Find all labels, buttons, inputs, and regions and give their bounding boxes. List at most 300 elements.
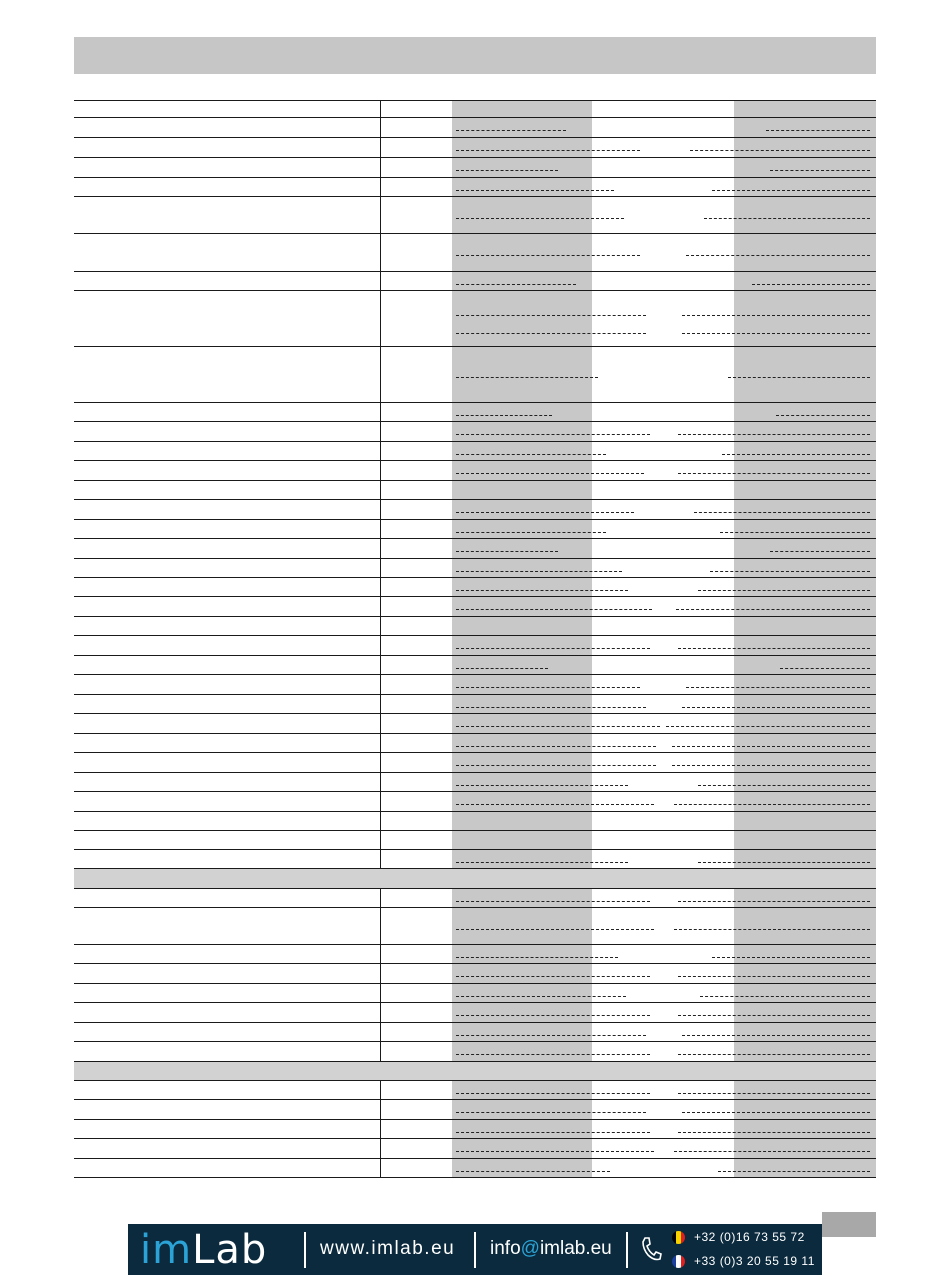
row-unit-cell [380, 197, 453, 233]
row-label-cell [74, 559, 380, 577]
value-column-1-cell [452, 101, 592, 117]
row-unit-cell [380, 695, 453, 713]
value-column-3-cell [734, 773, 876, 791]
france-flag-icon [672, 1255, 685, 1268]
value-column-2-cell [592, 138, 734, 157]
value-column-1-cell [452, 138, 592, 157]
dotted-leader-right [776, 415, 870, 416]
dotted-leader-right [682, 1112, 870, 1113]
value-column-3-cell [734, 442, 876, 460]
row-unit-cell [380, 158, 453, 177]
row-unit-cell [380, 559, 453, 577]
row-unit-cell [380, 272, 453, 290]
dotted-leader-left [456, 590, 628, 591]
row-label-cell [74, 442, 380, 460]
phone-france[interactable]: +33 (0)3 20 55 19 11 [694, 1254, 815, 1268]
dotted-leader-left [456, 434, 650, 435]
table-row [74, 695, 876, 714]
dotted-leader-right [674, 804, 870, 805]
value-column-3-cell [734, 481, 876, 499]
dotted-leader-right [678, 648, 870, 649]
row-label-cell [74, 1003, 380, 1022]
value-column-2-cell [592, 461, 734, 480]
dotted-leader-right [718, 1171, 870, 1172]
value-column-1-cell [452, 422, 592, 441]
row-unit-cell [380, 636, 453, 655]
row-unit-cell [380, 792, 453, 811]
dotted-leader-right [710, 571, 870, 572]
value-column-1-cell [452, 773, 592, 791]
value-column-1-cell [452, 1042, 592, 1061]
value-column-1-cell [452, 158, 592, 177]
row-label-cell [74, 812, 380, 830]
dotted-leader-left [456, 218, 624, 219]
value-column-2-cell [592, 101, 734, 117]
row-label-cell [74, 850, 380, 868]
value-column-2-cell [592, 792, 734, 811]
value-column-1-cell [452, 1003, 592, 1022]
value-column-1-cell [452, 984, 592, 1002]
value-column-3-cell [734, 850, 876, 868]
table-row [74, 831, 876, 850]
value-column-3-cell [734, 422, 876, 441]
value-column-2-cell [592, 695, 734, 713]
value-column-3-cell [734, 908, 876, 944]
dotted-leader-right [770, 551, 870, 552]
table-row [74, 578, 876, 597]
value-column-2-cell [592, 197, 734, 233]
dotted-leader-right [674, 1151, 870, 1152]
email-link[interactable]: info@imlab.eu [490, 1238, 612, 1259]
table-row [74, 197, 876, 234]
row-label-cell [74, 158, 380, 177]
dotted-leader-left [456, 929, 654, 930]
value-column-2-cell [592, 1081, 734, 1099]
dotted-leader-left [456, 150, 640, 151]
row-unit-cell [380, 812, 453, 830]
value-column-2-cell [592, 831, 734, 849]
value-column-1-cell [452, 812, 592, 830]
table-row [74, 138, 876, 158]
separator [626, 1232, 628, 1268]
value-column-2-cell [592, 636, 734, 655]
table-row [74, 675, 876, 695]
separator [304, 1232, 306, 1268]
value-column-1-cell [452, 347, 592, 402]
value-column-3-cell [734, 461, 876, 480]
value-column-2-cell [592, 272, 734, 290]
table-row [74, 100, 876, 118]
value-column-3-cell [734, 945, 876, 963]
value-column-1-cell [452, 850, 592, 868]
value-column-1-cell [452, 197, 592, 233]
value-column-3-cell [734, 403, 876, 421]
row-label-cell [74, 1081, 380, 1099]
table-row [74, 442, 876, 461]
section-header-row [74, 869, 876, 889]
belgium-flag-icon [672, 1231, 685, 1244]
row-unit-cell [380, 831, 453, 849]
row-label-cell [74, 234, 380, 271]
dotted-leader-left [456, 1151, 654, 1152]
row-unit-cell [380, 422, 453, 441]
value-column-3-cell [734, 291, 876, 346]
table-row [74, 1139, 876, 1159]
dotted-leader-left [456, 333, 646, 334]
value-column-3-cell [734, 597, 876, 616]
value-column-1-cell [452, 442, 592, 460]
row-label-cell [74, 481, 380, 499]
value-column-2-cell [592, 234, 734, 271]
row-label-cell [74, 617, 380, 635]
dotted-leader-right [712, 190, 870, 191]
value-column-2-cell [592, 908, 734, 944]
value-column-3-cell [734, 1081, 876, 1099]
dotted-leader-right [678, 901, 870, 902]
value-column-3-cell [734, 656, 876, 674]
row-unit-cell [380, 1139, 453, 1158]
value-column-2-cell [592, 539, 734, 558]
value-column-3-cell [734, 964, 876, 983]
value-column-3-cell [734, 234, 876, 271]
dotted-leader-right [672, 765, 870, 766]
table-row [74, 714, 876, 734]
value-column-1-cell [452, 617, 592, 635]
table-row [74, 636, 876, 656]
value-column-2-cell [592, 578, 734, 596]
dotted-leader-left [456, 130, 566, 131]
row-unit-cell [380, 461, 453, 480]
value-column-1-cell [452, 539, 592, 558]
value-column-3-cell [734, 578, 876, 596]
row-label-cell [74, 945, 380, 963]
value-column-3-cell [734, 539, 876, 558]
value-column-1-cell [452, 908, 592, 944]
dotted-leader-left [456, 170, 558, 171]
dotted-leader-left [456, 1112, 646, 1113]
value-column-2-cell [592, 850, 734, 868]
row-unit-cell [380, 850, 453, 868]
value-column-3-cell [734, 178, 876, 196]
row-unit-cell [380, 1081, 453, 1099]
dotted-leader-left [456, 1093, 650, 1094]
row-unit-cell [380, 101, 453, 117]
value-column-3-cell [734, 101, 876, 117]
row-unit-cell [380, 500, 453, 519]
table-row [74, 889, 876, 908]
value-column-3-cell [734, 695, 876, 713]
value-column-3-cell [734, 1042, 876, 1061]
row-label-cell [74, 461, 380, 480]
value-column-1-cell [452, 597, 592, 616]
row-label-cell [74, 753, 380, 772]
value-column-1-cell [452, 714, 592, 733]
value-column-1-cell [452, 291, 592, 346]
table-row [74, 1003, 876, 1023]
row-label-cell [74, 695, 380, 713]
row-unit-cell [380, 984, 453, 1002]
row-label-cell [74, 500, 380, 519]
row-label-cell [74, 1139, 380, 1158]
dotted-leader-right [676, 609, 870, 610]
table-row [74, 850, 876, 869]
row-label-cell [74, 291, 380, 346]
row-label-cell [74, 101, 380, 117]
value-column-3-cell [734, 753, 876, 772]
dotted-leader-left [456, 454, 606, 455]
row-unit-cell [380, 656, 453, 674]
dotted-leader-right [694, 512, 870, 513]
value-column-1-cell [452, 500, 592, 519]
value-column-3-cell [734, 714, 876, 733]
dotted-leader-right [752, 284, 870, 285]
row-label-cell [74, 138, 380, 157]
value-column-3-cell [734, 158, 876, 177]
value-column-2-cell [592, 656, 734, 674]
dotted-leader-left [456, 1132, 650, 1133]
value-column-2-cell [592, 178, 734, 196]
dotted-leader-right [678, 976, 870, 977]
dotted-leader-left [456, 668, 548, 669]
row-label-cell [74, 118, 380, 137]
row-label-cell [74, 403, 380, 421]
value-column-2-cell [592, 403, 734, 421]
header-bar [74, 37, 876, 74]
row-unit-cell [380, 1100, 453, 1119]
table-row [74, 753, 876, 773]
value-column-2-cell [592, 984, 734, 1002]
row-unit-cell [380, 773, 453, 791]
value-column-1-cell [452, 520, 592, 538]
row-unit-cell [380, 734, 453, 752]
value-column-1-cell [452, 481, 592, 499]
value-column-2-cell [592, 812, 734, 830]
table-row [74, 773, 876, 792]
dotted-leader-left [456, 996, 626, 997]
value-column-3-cell [734, 1100, 876, 1119]
value-column-2-cell [592, 1120, 734, 1138]
dotted-leader-left [456, 976, 650, 977]
value-column-2-cell [592, 1159, 734, 1177]
value-column-3-cell [734, 675, 876, 694]
row-unit-cell [380, 714, 453, 733]
value-column-2-cell [592, 422, 734, 441]
spec-table [74, 100, 876, 1178]
value-column-2-cell [592, 500, 734, 519]
dotted-leader-right [780, 668, 870, 669]
row-label-cell [74, 422, 380, 441]
dotted-leader-right [690, 150, 870, 151]
value-column-1-cell [452, 675, 592, 694]
imlab-footer-banner [128, 1224, 822, 1275]
dotted-leader-right [678, 1132, 870, 1133]
value-column-3-cell [734, 889, 876, 907]
value-column-3-cell [734, 734, 876, 752]
value-column-1-cell [452, 272, 592, 290]
table-row [74, 964, 876, 984]
dotted-leader-left [456, 1035, 646, 1036]
row-unit-cell [380, 1120, 453, 1138]
dotted-leader-left [456, 901, 650, 902]
row-label-cell [74, 578, 380, 596]
row-unit-cell [380, 578, 453, 596]
dotted-leader-left [456, 785, 628, 786]
table-row [74, 272, 876, 291]
dotted-leader-right [682, 1035, 870, 1036]
row-label-cell [74, 1100, 380, 1119]
value-column-1-cell [452, 118, 592, 137]
table-row [74, 984, 876, 1003]
dotted-leader-left [456, 571, 622, 572]
dotted-leader-right [700, 996, 870, 997]
dotted-leader-right [686, 255, 870, 256]
table-row [74, 1081, 876, 1100]
value-column-1-cell [452, 656, 592, 674]
dotted-leader-left [456, 1171, 610, 1172]
value-column-3-cell [734, 636, 876, 655]
dotted-leader-right [678, 434, 870, 435]
row-label-cell [74, 636, 380, 655]
row-unit-cell [380, 945, 453, 963]
row-unit-cell [380, 1003, 453, 1022]
table-row [74, 158, 876, 178]
value-column-1-cell [452, 234, 592, 271]
value-column-3-cell [734, 197, 876, 233]
row-unit-cell [380, 597, 453, 616]
row-unit-cell [380, 347, 453, 402]
row-unit-cell [380, 1159, 453, 1177]
row-unit-cell [380, 442, 453, 460]
value-column-2-cell [592, 1042, 734, 1061]
value-column-2-cell [592, 597, 734, 616]
dotted-leader-left [456, 415, 552, 416]
value-column-2-cell [592, 291, 734, 346]
dotted-leader-right [698, 785, 870, 786]
dotted-leader-right [672, 746, 870, 747]
table-row [74, 1023, 876, 1042]
value-column-1-cell [452, 964, 592, 983]
row-label-cell [74, 178, 380, 196]
row-label-cell [74, 1120, 380, 1138]
value-column-3-cell [734, 520, 876, 538]
table-row [74, 520, 876, 539]
value-column-1-cell [452, 403, 592, 421]
dotted-leader-right [704, 218, 870, 219]
row-unit-cell [380, 178, 453, 196]
value-column-1-cell [452, 831, 592, 849]
row-label-cell [74, 272, 380, 290]
dotted-leader-right [682, 333, 870, 334]
value-column-2-cell [592, 675, 734, 694]
row-label-cell [74, 520, 380, 538]
dotted-leader-left [456, 1015, 650, 1016]
dotted-leader-right [698, 862, 870, 863]
value-column-1-cell [452, 461, 592, 480]
table-row [74, 734, 876, 753]
table-row [74, 1042, 876, 1062]
dotted-leader-right [674, 929, 870, 930]
row-label-cell [74, 792, 380, 811]
value-column-2-cell [592, 1100, 734, 1119]
dotted-leader-left [456, 255, 640, 256]
value-column-2-cell [592, 347, 734, 402]
value-column-2-cell [592, 481, 734, 499]
value-column-2-cell [592, 1003, 734, 1022]
table-row [74, 1100, 876, 1120]
row-unit-cell [380, 1023, 453, 1041]
value-column-3-cell [734, 559, 876, 577]
row-unit-cell [380, 291, 453, 346]
value-column-3-cell [734, 831, 876, 849]
row-unit-cell [380, 889, 453, 907]
value-column-2-cell [592, 734, 734, 752]
value-column-1-cell [452, 889, 592, 907]
table-row [74, 500, 876, 520]
value-column-3-cell [734, 1023, 876, 1041]
dotted-leader-right [678, 473, 870, 474]
value-column-2-cell [592, 520, 734, 538]
row-label-cell [74, 597, 380, 616]
row-unit-cell [380, 1042, 453, 1061]
dotted-leader-left [456, 765, 656, 766]
table-row [74, 422, 876, 442]
dotted-leader-left [456, 315, 646, 316]
row-unit-cell [380, 234, 453, 271]
value-column-2-cell [592, 945, 734, 963]
dotted-leader-right [770, 170, 870, 171]
value-column-3-cell [734, 1003, 876, 1022]
table-row [74, 403, 876, 422]
dotted-leader-right [678, 1054, 870, 1055]
value-column-1-cell [452, 695, 592, 713]
value-column-2-cell [592, 773, 734, 791]
dotted-leader-right [766, 130, 870, 131]
dotted-leader-right [720, 532, 870, 533]
value-column-2-cell [592, 158, 734, 177]
dotted-leader-right [728, 377, 870, 378]
dotted-leader-right [678, 1015, 870, 1016]
value-column-2-cell [592, 617, 734, 635]
table-row [74, 656, 876, 675]
table-row [74, 481, 876, 500]
row-label-cell [74, 831, 380, 849]
table-row [74, 617, 876, 636]
table-row [74, 1120, 876, 1139]
table-row [74, 812, 876, 831]
table-row [74, 792, 876, 812]
value-column-1-cell [452, 1081, 592, 1099]
table-row [74, 539, 876, 559]
section-header-row [74, 1062, 876, 1081]
row-label-cell [74, 714, 380, 733]
phone-belgium[interactable]: +32 (0)16 73 55 72 [694, 1230, 805, 1244]
dotted-leader-left [456, 532, 606, 533]
dotted-leader-right [698, 590, 870, 591]
dotted-leader-right [666, 726, 870, 727]
value-column-2-cell [592, 964, 734, 983]
value-column-2-cell [592, 1023, 734, 1041]
row-label-cell [74, 1042, 380, 1061]
value-column-3-cell [734, 1159, 876, 1177]
value-column-1-cell [452, 636, 592, 655]
value-column-3-cell [734, 984, 876, 1002]
dotted-leader-left [456, 377, 598, 378]
website-link[interactable]: www.imlab.eu [320, 1238, 456, 1259]
value-column-1-cell [452, 578, 592, 596]
table-row [74, 461, 876, 481]
dotted-leader-left [456, 957, 618, 958]
value-column-1-cell [452, 734, 592, 752]
